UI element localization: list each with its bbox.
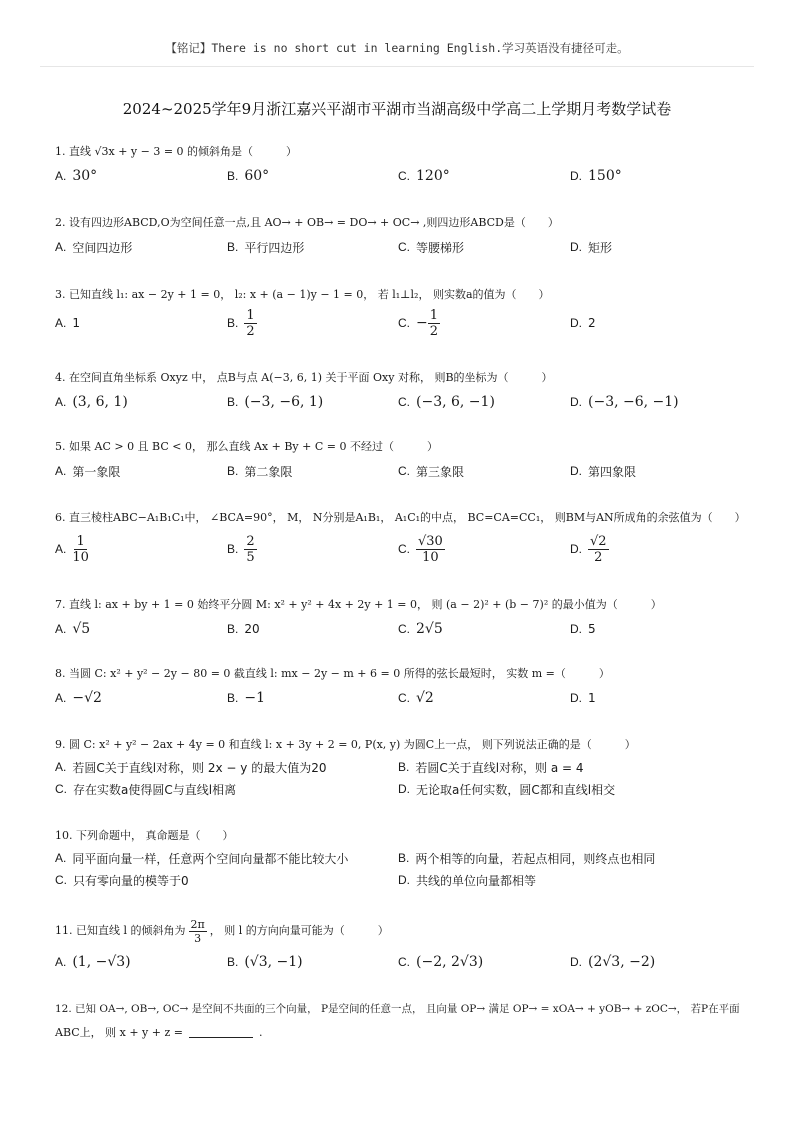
fraction: $\frac{1}{2}$ xyxy=(429,307,439,339)
question-stem: 已知 OA→, OB→, OC→ 是空间不共面的三个向量， P是空间的任意一点， 且向量 OP→ 满足 OP→ = xOA→ + yOB→ + zOC→， 若P在平面 xyxy=(75,1003,740,1015)
question-number: 12. xyxy=(55,1003,72,1015)
option-c[interactable]: C. 2√5 xyxy=(398,621,443,637)
question-8 xyxy=(55,665,745,711)
question-number: 7. xyxy=(55,598,66,611)
question-6 xyxy=(55,509,745,569)
option-c[interactable]: C. 存在实数a使得圆C与直线l相离 xyxy=(55,782,237,797)
option-b[interactable]: B. 平行四边形 xyxy=(227,240,305,255)
option-d[interactable]: D. $\frac{√2}{2}$ xyxy=(570,533,607,565)
question-number: 10. xyxy=(55,829,73,842)
question-number: 1. xyxy=(55,145,66,158)
question-stem: 直三棱柱ABC−A₁B₁C₁中， ∠BCA=90°， M， N分别是A₁B₁， A₁C₁的中点， BC=CA=CC₁， 则BM与AN所成角的余弦值为（ ） xyxy=(69,511,746,524)
question-number: 6. xyxy=(55,511,66,524)
question-stem: 下列命题中， 真命题是（ ） xyxy=(76,829,234,842)
option-b[interactable]: B. 60° xyxy=(227,168,270,184)
option-d[interactable]: D. 1 xyxy=(570,691,596,705)
option-b[interactable]: B. 第二象限 xyxy=(227,464,293,479)
question-stem: ， 则 l 的方向向量可能为（ ） xyxy=(209,924,389,937)
option-b[interactable]: B. $\frac{1}{2}$ xyxy=(227,307,255,339)
option-d[interactable]: D. (−3, −6, −1) xyxy=(570,394,679,410)
option-b[interactable]: B. 两个相等的向量，若起点相同，则终点也相同 xyxy=(398,851,656,866)
option-d[interactable]: D. 2 xyxy=(570,316,596,330)
option-d[interactable]: D. 150° xyxy=(570,168,622,184)
question-stem: 设有四边形ABCD,O为空间任意一点,且 AO→ + OB→ = DO→ + OC→ ,则四边形ABCD是（ ） xyxy=(69,216,559,229)
answer-blank[interactable] xyxy=(189,1026,253,1038)
option-b[interactable]: B. (−3, −6, 1) xyxy=(227,394,324,410)
option-b[interactable]: B. −1 xyxy=(227,690,265,706)
question-stem: 当圆 C: x² + y² − 2y − 80 = 0 截直线 l: mx − 2y − m + 6 = 0 所得的弦长最短时， 实数 m =（ ） xyxy=(69,667,610,680)
option-a[interactable]: A. (3, 6, 1) xyxy=(55,394,128,410)
option-b[interactable]: B. (√3, −1) xyxy=(227,954,303,970)
header-divider xyxy=(40,66,754,67)
question-number: 4. xyxy=(55,371,66,384)
question-stem: 圆 C: x² + y² − 2ax + 4y = 0 和直线 l: x + 3y + 2 = 0, P(x, y) 为圆C上一点， 则下列说法正确的是（ ） xyxy=(69,738,636,751)
question-stem: 已知直线 l 的倾斜角为 xyxy=(76,924,186,937)
option-a[interactable]: A. (1, −√3) xyxy=(55,954,131,970)
period: . xyxy=(259,1026,263,1039)
exam-title: 2024~2025学年9月浙江嘉兴平湖市平湖市当湖高级中学高二上学期月考数学试卷 xyxy=(122,100,672,118)
option-b[interactable]: B. $\frac{2}{5}$ xyxy=(227,533,255,565)
question-stem: ABC上， 则 x + y + z = xyxy=(55,1026,183,1039)
option-d[interactable]: D. 5 xyxy=(570,622,596,636)
option-c[interactable]: C. √2 xyxy=(398,690,434,706)
option-a[interactable]: A. 30° xyxy=(55,168,98,184)
option-c[interactable]: C. − $\frac{1}{2}$ xyxy=(398,307,439,339)
option-c[interactable]: C. $\frac{√30}{10}$ xyxy=(398,533,443,565)
option-d[interactable]: D. 第四象限 xyxy=(570,464,637,479)
option-d[interactable]: D. 矩形 xyxy=(570,240,613,255)
option-c[interactable]: C. 第三象限 xyxy=(398,464,465,479)
fraction: $\frac{√30}{10}$ xyxy=(418,533,443,565)
fraction: $\frac{1}{2}$ xyxy=(246,307,255,339)
option-b[interactable]: B. 20 xyxy=(227,622,260,636)
option-c[interactable]: C. 等腰梯形 xyxy=(398,240,465,255)
question-number: 8. xyxy=(55,667,66,680)
question-number: 3. xyxy=(55,288,66,301)
question-number: 11. xyxy=(55,924,73,937)
question-number: 2. xyxy=(55,216,66,229)
question-5 xyxy=(55,438,745,484)
question-stem: 直线 l: ax + by + 1 = 0 始终平分圆 M: x² + y² + 4x + 2y + 1 = 0， 则 (a − 2)² + (b − 7)² 的最小值为（ ） xyxy=(69,598,662,611)
question-stem: 直线 √3x + y − 3 = 0 的倾斜角是（ ） xyxy=(69,145,298,158)
option-a[interactable]: A. 同平面向量一样，任意两个空间向量都不能比较大小 xyxy=(55,851,349,866)
question-1 xyxy=(55,143,745,189)
fraction: $\frac{2}{5}$ xyxy=(246,533,255,565)
option-a[interactable]: A. 若圆C关于直线l对称，则 2x − y 的最大值为20 xyxy=(55,760,327,775)
option-d[interactable]: D. 共线的单位向量都相等 xyxy=(398,873,537,888)
question-number: 9. xyxy=(55,738,66,751)
option-c[interactable]: C. 120° xyxy=(398,168,450,184)
option-d[interactable]: D. 无论取a任何实数，圆C都和直线l相交 xyxy=(398,782,616,797)
option-b[interactable]: B. 若圆C关于直线l对称，则 a = 4 xyxy=(398,760,584,775)
option-c[interactable]: C. (−3, 6, −1) xyxy=(398,394,495,410)
fraction: $\frac{√2}{2}$ xyxy=(590,533,607,565)
question-stem: 如果 AC > 0 且 BC < 0， 那么直线 Ax + By + C = 0 不经过（ ） xyxy=(69,440,438,453)
question-stem: 已知直线 l₁: ax − 2y + 1 = 0， l₂: x + (a − 1)y − 1 = 0， 若 l₁⊥l₂， 则实数a的值为（ ） xyxy=(69,288,550,301)
option-d[interactable]: D. (2√3, −2) xyxy=(570,954,656,970)
fraction: $\frac{2\pi}{3}$ xyxy=(190,917,205,945)
option-a[interactable]: A. 第一象限 xyxy=(55,464,121,479)
option-a[interactable]: A. 1 xyxy=(55,316,80,330)
question-10 xyxy=(55,827,745,891)
question-number: 5. xyxy=(55,440,66,453)
option-a[interactable]: A. $\frac{1}{10}$ xyxy=(55,533,89,565)
option-a[interactable]: A. 空间四边形 xyxy=(55,240,133,255)
question-7 xyxy=(55,596,745,642)
option-a[interactable]: A. −√2 xyxy=(55,690,102,706)
question-4 xyxy=(55,369,745,415)
option-c[interactable]: C. 只有零向量的模等于0 xyxy=(55,873,189,888)
option-a[interactable]: A. √5 xyxy=(55,621,91,637)
option-c[interactable]: C. (−2, 2√3) xyxy=(398,954,484,970)
question-2 xyxy=(55,214,745,260)
question-12 xyxy=(55,1000,745,1042)
fraction: $\frac{1}{10}$ xyxy=(72,533,89,565)
question-11 xyxy=(55,915,745,975)
question-stem: 在空间直角坐标系 Oxyz 中， 点B与点 A(−3, 6, 1) 关于平面 Oxy 对称， 则B的坐标为（ ） xyxy=(69,371,553,384)
question-9 xyxy=(55,736,745,800)
page-header-motto: 【铭记】There is no short cut in learning English.学习英语没有捷径可走。 xyxy=(165,41,629,55)
question-3 xyxy=(55,286,745,340)
